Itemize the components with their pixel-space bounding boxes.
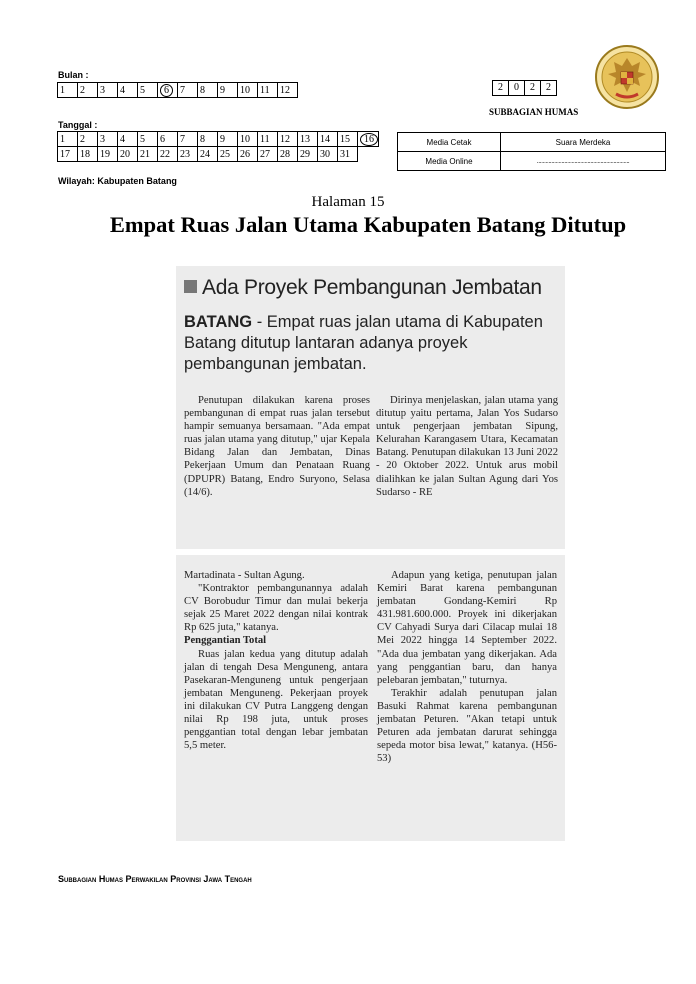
year-box	[492, 80, 557, 96]
grid-cell	[78, 147, 98, 162]
cell-value: 3	[100, 84, 105, 96]
grid-cell	[178, 132, 198, 147]
cell-value: 7	[180, 133, 185, 145]
grid-cell	[258, 132, 278, 147]
col2-bottom-b: Terakhir adalah penutupan jalan Basuki Rahmat karena pembangunan jembatan Peturen. "Akan tetapi untuk Peturen ada jembatan darurat sehingga sepeda motor bisa lewat," katanya. (H56-53)	[377, 687, 557, 765]
lead-text: - Empat ruas jalan utama di Kabupaten Batang ditutup lantaran adanya proyek pembangunan jembatan.	[184, 313, 543, 373]
grid-cell	[118, 83, 138, 98]
grid-cell	[238, 147, 258, 162]
grid-cell	[198, 132, 218, 147]
cell-value: 12	[280, 84, 290, 96]
grid-cell	[98, 83, 118, 98]
cell-value: 25	[220, 148, 230, 160]
cell-value: 29	[300, 148, 310, 160]
cell-value: 1	[60, 133, 65, 145]
col1-bottom	[184, 569, 368, 752]
headline-square-icon	[184, 280, 197, 293]
grid-cell	[278, 147, 298, 162]
lead-kicker: BATANG	[184, 313, 253, 331]
media-online-label: Media Online	[398, 152, 501, 171]
cell-value: 11	[260, 133, 270, 145]
cell-value: 31	[340, 148, 350, 160]
grid-cell	[158, 147, 178, 162]
grid-cell	[318, 132, 338, 147]
wilayah-label: Wilayah: Kabupaten Batang	[58, 176, 177, 186]
col1-top-paragraph: Penutupan dilakukan karena proses pembangunan di empat ruas jalan tersebut hampir semuanya bersamaan. "Ada empat ruas jalan utama yang ditutup," ujar Kepala Bidang Jalan dan Jembatan, Dinas Pekerjaan Umum dan Penataan Ruang (DPUPR) Batang, Endro Suryono, Selasa (14/6).	[184, 395, 370, 498]
cell-value: 11	[260, 84, 270, 96]
year-digit: 0	[509, 81, 525, 95]
cell-value: 12	[280, 133, 290, 145]
grid-cell	[198, 147, 218, 162]
grid-cell	[138, 147, 158, 162]
cell-value: 5	[140, 133, 145, 145]
page-number: Halaman 15	[311, 194, 385, 210]
year-digit: 2	[493, 81, 509, 95]
cell-value: 4	[120, 133, 125, 145]
col1-bottom-c: Ruas jalan kedua yang ditutup adalah jalan di tengah Desa Menguneng, antara Pasekaran-Menguneng untuk pengerjaan jembatan Menguneng. Pekerjaan proyek ini dilakukan CV Putra Langgeng dengan nilai Rp 198 juta, untuk proses penggantian total dengan lebar jembatan 5,5 meter.	[184, 648, 368, 752]
media-cetak-value: Suara Merdeka	[501, 133, 666, 152]
grid-cell	[158, 83, 178, 98]
grid-cell	[318, 147, 338, 162]
grid-cell	[338, 147, 358, 162]
grid-cell	[118, 147, 138, 162]
clipping-lead	[184, 312, 552, 375]
media-cetak-label: Media Cetak	[398, 133, 501, 152]
cell-value: 2	[80, 84, 85, 96]
cell-value: 10	[240, 133, 250, 145]
bulan-label: Bulan :	[58, 70, 89, 80]
cell-value: 6	[160, 133, 165, 145]
grid-cell	[218, 83, 238, 98]
col2-top-paragraph: Dirinya menjelaskan, jalan utama yang ditutup yaitu pertama, Jalan Yos Sudarso untuk pengerjaan jembatan Sipung, Kelurahan Karangasem Utara, Kecamatan Batang. Penutupan dilakukan 13 Juni 2022 - 20 Oktober 2022. Untuk arus mobil dialihkan ke jalan Sultan Agung dari Yos Sudarso - RE	[376, 395, 558, 498]
cell-value: 28	[280, 148, 290, 160]
cell-value: 22	[160, 148, 170, 160]
tanggal-label: Tanggal :	[58, 120, 98, 130]
grid-cell	[118, 132, 138, 147]
date-grid	[57, 131, 379, 162]
cell-value: 9	[220, 133, 225, 145]
col1-bottom-b: "Kontraktor pembangunannya adalah CV Borobudur Timur dan mulai bekerja sejak 25 Maret 2022 dengan nilai kontrak Rp 625 juta," katanya.	[184, 583, 368, 634]
grid-cell	[298, 132, 318, 147]
cell-value: 8	[200, 133, 205, 145]
cell-value: 8	[200, 84, 205, 96]
subheading: Penggantian Total	[184, 635, 267, 647]
cell-value: 17	[60, 148, 70, 160]
grid-cell	[138, 83, 158, 98]
grid-cell	[278, 83, 298, 98]
grid-cell	[238, 132, 258, 147]
subbagian-label: SUBBAGIAN HUMAS	[489, 107, 579, 117]
cell-value: 7	[180, 84, 185, 96]
grid-cell	[98, 132, 118, 147]
grid-cell	[58, 83, 78, 98]
media-table	[397, 132, 666, 171]
article-title: Empat Ruas Jalan Utama Kabupaten Batang Ditutup	[109, 212, 627, 237]
grid-cell	[178, 147, 198, 162]
grid-cell	[198, 83, 218, 98]
clipping-bottom	[176, 555, 565, 841]
media-online-value: ................................................................	[501, 152, 666, 171]
cell-value: 14	[320, 133, 330, 145]
cell-value: 21	[140, 148, 150, 160]
grid-cell	[358, 132, 379, 147]
grid-cell	[158, 132, 178, 147]
grid-cell	[278, 132, 298, 147]
footer-text: Subbagian Humas Perwakilan Provinsi Jawa Tengah	[58, 874, 252, 884]
cell-value: 26	[240, 148, 250, 160]
grid-cell	[138, 132, 158, 147]
cell-value: 15	[340, 133, 350, 145]
col1-bottom-a: Martadinata - Sultan Agung.	[184, 570, 305, 581]
headline-text: Ada Proyek Pembangunan Jembatan	[202, 276, 542, 299]
clipping-headline	[184, 276, 554, 300]
cell-value: 27	[260, 148, 270, 160]
grid-cell	[338, 132, 358, 147]
grid-cell	[218, 132, 238, 147]
cell-value: 24	[200, 148, 210, 160]
grid-cell	[258, 147, 278, 162]
col2-bottom-a: Adapun yang ketiga, penutupan jalan Kemiri Barat karena pembangunan jembatan Gondang-Kemiri Rp 431.981.600.000. Proyek ini dikerjakan CV Cahyadi Surya dari Cilacap mulai 18 Mei 2022 hingga 14 September 2022. "Ada dua jembatan yang dikerjakan. Ada yang penggantian baru, dan hanya pelebaran jembatan," tuturnya.	[377, 570, 557, 686]
cell-value: 4	[120, 84, 125, 96]
month-grid	[57, 82, 298, 98]
col2-bottom	[377, 569, 557, 765]
garuda-emblem-icon	[594, 44, 660, 110]
cell-value: 5	[140, 84, 145, 96]
grid-cell	[178, 83, 198, 98]
cell-value: 20	[120, 148, 130, 160]
cell-value: 1	[60, 84, 65, 96]
year-digit: 2	[546, 82, 551, 93]
cell-value: 13	[300, 133, 310, 145]
cell-value: 18	[80, 148, 90, 160]
grid-cell	[78, 132, 98, 147]
grid-cell	[258, 83, 278, 98]
col2-top	[376, 394, 558, 499]
cell-value: 3	[100, 133, 105, 145]
selected-value: 16	[360, 133, 378, 146]
grid-cell	[78, 83, 98, 98]
grid-cell	[298, 147, 318, 162]
cell-value: 23	[180, 148, 190, 160]
year-digit: 2	[525, 81, 541, 95]
col1-top	[184, 394, 370, 499]
cell-value: 30	[320, 148, 330, 160]
clipping-top	[176, 266, 565, 549]
grid-cell	[58, 132, 78, 147]
cell-value: 9	[220, 84, 225, 96]
cell-value: 2	[80, 133, 85, 145]
grid-cell	[58, 147, 78, 162]
cell-value: 10	[240, 84, 250, 96]
cell-value: 19	[100, 148, 110, 160]
grid-cell	[238, 83, 258, 98]
grid-cell	[218, 147, 238, 162]
grid-cell	[98, 147, 118, 162]
selected-value: 6	[160, 84, 173, 97]
